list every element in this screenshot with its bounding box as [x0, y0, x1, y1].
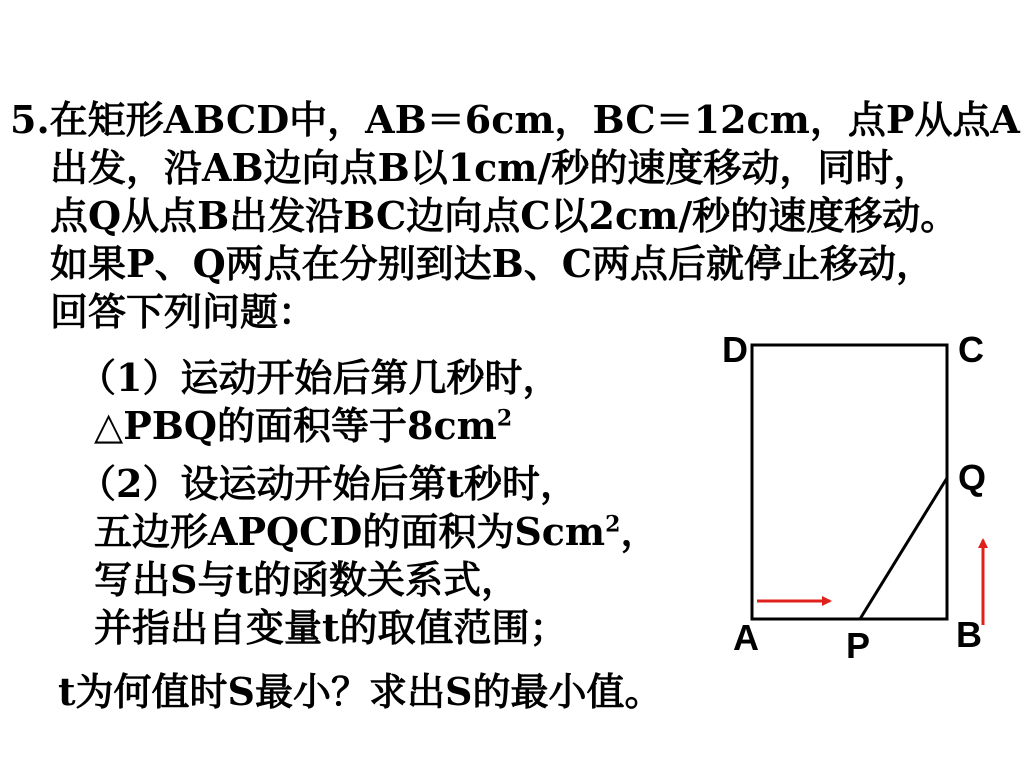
problem-line-1: 5.在矩形ABCD中，AB＝6cm，BC＝12cm，点P从点A — [10, 97, 1020, 142]
problem-line-3: 点Q从点B出发沿BC边向点C以2cm/秒的速度移动。 — [50, 193, 959, 238]
problem-line-5: 回答下列问题： — [50, 289, 317, 334]
problem-line-2: 出发，沿AB边向点B以1cm/秒的速度移动，同时， — [50, 145, 932, 190]
question-2-superscript: 2 — [605, 511, 621, 538]
question-2-line-5: t为何值时S最小？求出S的最小值。 — [58, 669, 663, 714]
problem-line-4: 如果P、Q两点在分别到达B、C两点后就停止移动， — [50, 241, 935, 286]
question-2-line-4: 并指出自变量t的取值范围； — [94, 605, 568, 650]
question-2-line-1: （2）设运动开始后第t秒时， — [78, 461, 578, 506]
label-a: A — [733, 617, 759, 658]
question-1-line-1: （1）运动开始后第几秒时， — [78, 355, 561, 400]
label-c: C — [958, 329, 984, 370]
label-d: D — [722, 329, 748, 370]
segment-pq — [860, 478, 947, 619]
question-2-line-3: 写出S与t的函数关系式， — [94, 557, 519, 602]
question-1-superscript: 2 — [496, 405, 513, 432]
label-q: Q — [958, 457, 987, 498]
label-b: B — [956, 614, 982, 655]
question-2-comma: ， — [620, 509, 659, 554]
question-2-area-text: 五边形APQCD的面积为Scm — [94, 509, 606, 554]
label-p: P — [846, 625, 871, 666]
rectangle-abcd — [752, 345, 947, 619]
question-1-area-text: △PBQ的面积等于8cm — [94, 403, 497, 448]
